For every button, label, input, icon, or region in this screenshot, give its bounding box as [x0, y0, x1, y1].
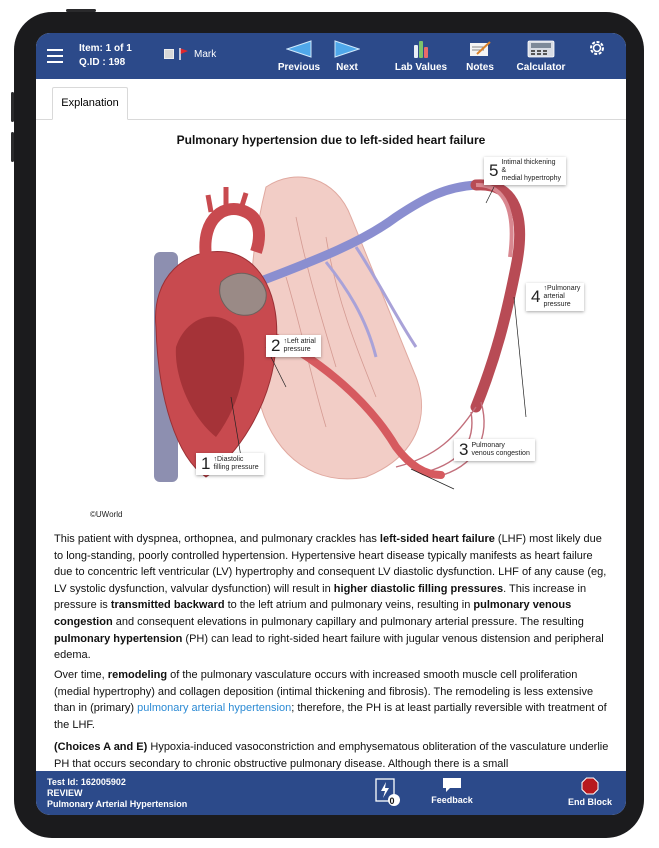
next-button[interactable] — [330, 39, 364, 73]
callout-2 — [266, 335, 321, 357]
feedback-label: Feedback — [431, 795, 473, 805]
body-text: Hypoxia-induced vasoconstriction and emphysematous obliteration of the vasculature underlie PH that occurs secondary to chronic obstructive pulmonary disease. Although there is a small — [54, 741, 609, 770]
lab-notifications-button[interactable] — [372, 777, 402, 809]
explanation-paragraph-3 — [54, 739, 609, 771]
bottom-toolbar — [36, 771, 626, 815]
menu-icon[interactable] — [47, 49, 63, 67]
callout-2-line1: Left atrial — [286, 338, 316, 345]
figure-copyright: ©UWorld — [90, 510, 123, 519]
callout-1 — [196, 453, 264, 475]
body-text: . This increase in pressure is — [54, 582, 587, 612]
settings-button[interactable] — [588, 39, 606, 62]
emphasis-text: higher diastolic filling pressures — [333, 582, 504, 595]
callout-4-line1: Pulmonary — [546, 285, 581, 292]
mark-toggle[interactable] — [164, 47, 216, 61]
callout-1-number: 1 — [201, 454, 211, 473]
callout-2-arrow: ↑ — [283, 338, 287, 345]
feedback-button[interactable] — [424, 777, 480, 805]
body-text: This patient with dyspnea, orthopnea, and pulmonary crackles has — [54, 533, 380, 545]
lab-flask-icon — [412, 39, 430, 59]
body-text: of the pulmonary vasculature occurs with increased smooth muscle cell proliferation (medial hypertrophy) and collagen deposition (intimal thickening and fibrosis). The remodeling is less extensive than in (primary) — [54, 669, 594, 715]
top-toolbar — [36, 33, 626, 79]
item-counter: Item: 1 of 1 — [79, 43, 132, 54]
calculator-icon — [527, 40, 555, 58]
tab-explanation[interactable]: Explanation — [52, 87, 128, 120]
next-label: Next — [336, 62, 358, 73]
arrow-right-icon — [334, 40, 360, 58]
callout-4-number: 4 — [531, 287, 541, 306]
body-text: to the left atrium and pulmonary veins, resulting in — [224, 599, 474, 612]
callout-1-line2: filling pressure — [213, 464, 259, 471]
mark-checkbox[interactable] — [164, 49, 174, 59]
inline-link[interactable]: pulmonary arterial hypertension — [137, 702, 292, 715]
volume-down-button — [11, 132, 14, 162]
stop-sign-icon — [581, 777, 599, 795]
test-mode: REVIEW — [47, 788, 83, 798]
figure-title: Pulmonary hypertension due to left-sided heart failure — [176, 133, 486, 147]
notes-icon — [469, 40, 491, 58]
callout-5-number: 5 — [489, 161, 499, 180]
lightning-doc-icon — [374, 777, 400, 807]
flag-icon — [178, 47, 190, 61]
body-text: and consequent elevations in pulmonary capillary and pulmonary arterial pressure. The resulting — [112, 615, 584, 628]
callout-3-text — [471, 442, 529, 458]
speech-bubble-icon — [442, 777, 462, 793]
emphasis-text: (Choices A and E) — [54, 741, 148, 753]
tab-strip — [36, 79, 626, 120]
power-button — [66, 9, 96, 12]
callout-3-number: 3 — [459, 440, 469, 459]
lab-values-button[interactable] — [394, 39, 448, 73]
callout-5 — [484, 157, 566, 185]
emphasis-text: transmitted backward — [110, 599, 225, 612]
callout-4 — [526, 283, 584, 311]
test-info — [47, 777, 187, 810]
body-text: (LHF) most likely due to long-standing, poorly controlled hypertension. Hypertensive heart disease typically manifests as heart failure due to concentric left ventricular (LV) hypertrophy and consequent LV diastolic dysfunction. LHF of any cause (eg, LV systolic dysfunction, valvular dysfunction) will result in — [54, 533, 607, 595]
callout-5-text — [501, 159, 561, 183]
callout-3-line1: Pulmonary — [471, 442, 505, 449]
body-text: Over time, — [54, 669, 108, 681]
previous-button[interactable] — [276, 39, 322, 73]
calculator-button[interactable] — [514, 39, 568, 73]
notes-button[interactable] — [462, 39, 498, 73]
callout-3-line2: venous congestion — [471, 450, 530, 457]
explanation-paragraph-2 — [54, 667, 609, 733]
arrow-left-icon — [286, 40, 312, 58]
notification-count: 0 — [389, 796, 395, 806]
callout-1-line1: Diastolic — [216, 456, 244, 463]
callout-2-text — [283, 338, 315, 354]
item-info — [79, 42, 132, 70]
body-text: (PH) can lead to right-sided heart failure with jugular venous distension and peripheral edema. — [54, 632, 604, 662]
callout-2-line2: pressure — [283, 346, 311, 353]
question-id: Q.ID : 198 — [79, 57, 126, 68]
heart-lung-illustration — [96, 157, 581, 507]
callout-4-arrow: ↑ — [543, 285, 547, 292]
callout-2-number: 2 — [271, 336, 281, 355]
emphasis-text: pulmonary venous congestion — [54, 599, 572, 628]
callout-3 — [454, 439, 535, 461]
callout-5-line2: medial hypertrophy — [501, 175, 561, 182]
end-block-button[interactable] — [564, 777, 616, 807]
lab-values-label: Lab Values — [394, 62, 448, 73]
emphasis-text: remodeling — [107, 669, 168, 681]
calculator-label: Calculator — [516, 62, 566, 73]
app-screen — [36, 33, 626, 815]
gear-icon — [588, 39, 606, 57]
explanation-content[interactable] — [36, 119, 626, 771]
notes-label: Notes — [466, 62, 494, 73]
end-block-label: End Block — [567, 797, 612, 807]
callout-4-line2: arterial pressure — [543, 293, 571, 308]
test-id: Test Id: 162005902 — [47, 777, 126, 787]
previous-label: Previous — [277, 62, 321, 73]
volume-up-button — [11, 92, 14, 122]
explanation-paragraph-1 — [54, 531, 609, 664]
mark-label: Mark — [194, 48, 217, 60]
test-topic: Pulmonary Arterial Hypertension — [47, 799, 188, 809]
emphasis-text: left-sided heart failure — [379, 533, 495, 545]
callout-1-arrow: ↑ — [213, 456, 217, 463]
callout-4-text — [543, 285, 580, 309]
callout-5-line1: Intimal thickening & — [501, 159, 556, 174]
body-text: ; therefore, the PH is at least partially reversible with treatment of the LHF. — [54, 702, 607, 731]
callout-1-text — [213, 456, 258, 472]
emphasis-text: pulmonary hypertension — [54, 632, 183, 645]
